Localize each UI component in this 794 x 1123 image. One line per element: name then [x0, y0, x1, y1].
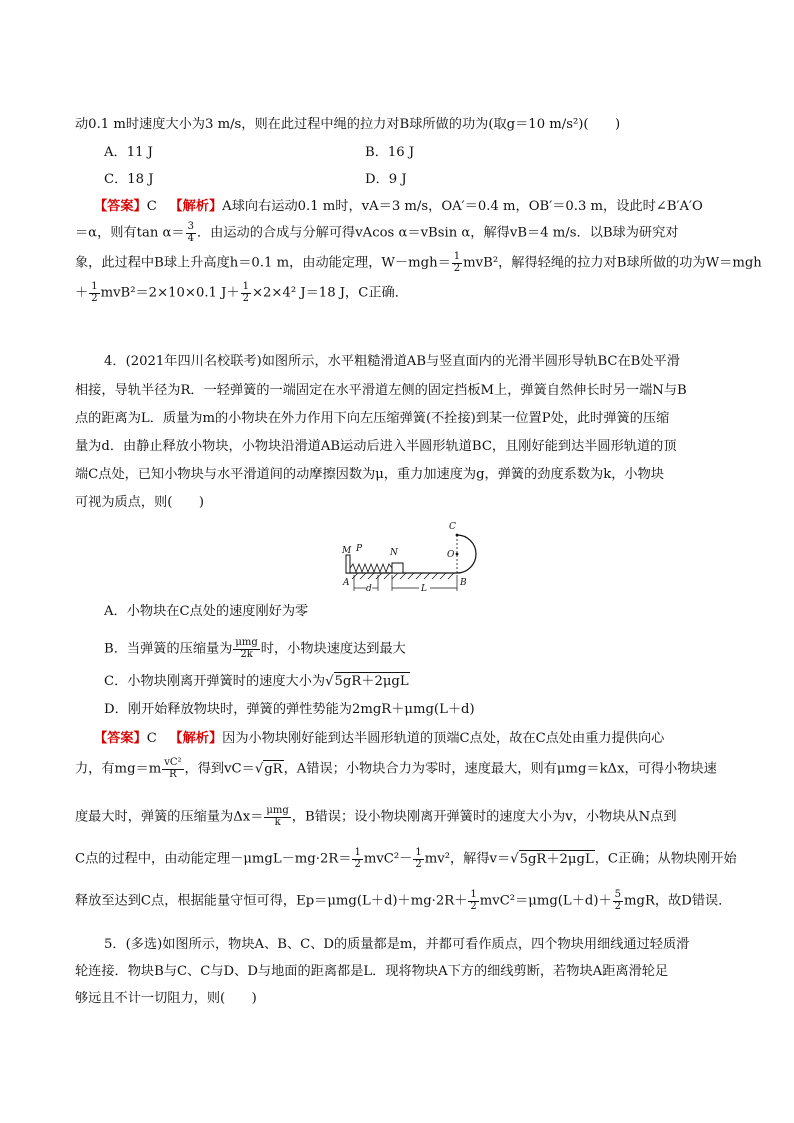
a4-line-4: C点的过程中，由动能定理－μmgL－mg·2R＝ $\frac{1}{2}$ mvC²－ $\frac{1}{2}$ mv²，解得v＝√5gR＋2μgL，C正确；从物块刚开始: [75, 847, 737, 870]
q3-option-a: A．11 J: [104, 145, 153, 160]
label-d: d: [366, 584, 372, 594]
q3-option-d: D．9 J: [365, 172, 407, 187]
a4-line-2: 力，有mg＝m $\frac{\text{vC²}}{R}$ ，得到vC＝√gR，A错误；小物块合力为零时，速度最大，则有μmg＝kΔx，可得小物块速: [75, 757, 717, 780]
q5-line-2: 轮连接．物块B与C、C与D、D与地面的距离都是L．现将物块A下方的细线剪断，若物块A距离滑轮足: [75, 964, 669, 979]
fraction: $\frac{\text{μmg}}{k}$: [266, 805, 289, 828]
fraction: $\frac{5}{2}$: [614, 889, 622, 912]
label-C: C: [449, 522, 456, 532]
a3-text: mvB²＝2×10×0.1 J＋: [100, 285, 240, 301]
label-A: A: [343, 578, 350, 588]
a3-line-1: [94, 200, 703, 213]
fraction: $\frac{\text{vC²}}{R}$: [164, 757, 182, 780]
sqrt-expression: 5gR＋2μgL: [334, 674, 409, 689]
analysis-tag: 【解析】: [169, 199, 223, 214]
fraction: $\frac{1}{2}$: [415, 847, 422, 870]
a3-text: ＋: [75, 285, 89, 301]
q3-text-line: 动0.1 m时速度大小为3 m/s，则在此过程中绳的拉力对B球所做的功为(取g＝10 m/s²)( ): [75, 117, 621, 132]
answer-letter: C: [146, 731, 157, 746]
q3-option-b: B．16 J: [365, 145, 415, 160]
q4-option-b: B．当弹簧的压缩量为 $\frac{\text{μmg}}{2k}$ 时，小物块速度达到最大: [104, 637, 406, 660]
semicircle-track: [457, 535, 476, 573]
fraction: $\frac{1}{2}$: [453, 251, 461, 274]
a3-text: ＝α，则有tan α＝: [75, 225, 185, 241]
q4-line-5: 端C点处，已知小物块与水平滑道间的动摩擦因数为μ，重力加速度为g，弹簧的劲度系数为k，小物块: [75, 467, 664, 482]
label-N: N: [390, 548, 398, 558]
sqrt-expression: gR: [264, 761, 283, 777]
q5-line-3: 够远且不计一切阻力，则( ): [75, 991, 257, 1006]
answer-tag: 【答案】: [94, 199, 147, 214]
fraction: $\frac{\text{μmg}}{2k}$: [235, 637, 258, 660]
q5-line-1: 5．(多选)如图所示，物块A、B、C、D的质量都是m，并都可看作质点，四个物块用细线通过轻质滑: [104, 937, 690, 952]
block: [392, 563, 403, 573]
q4-option-c: C．小物块刚离开弹簧时的速度大小为√5gR＋2μgL: [104, 674, 409, 689]
spring-track-diagram: [332, 513, 492, 608]
label-M: M: [342, 546, 352, 556]
fraction: $\frac{1}{2}$: [91, 281, 98, 304]
a4-line-5: 释放至达到C点，根据能量守恒可得，Ep＝μmg(L＋d)＋mg·2R＋ $\frac{1}{2}$ mvC²＝μmg(L＋d)＋ $\frac{5}{2}$ mgR，故D错误．: [75, 889, 732, 912]
a3-text: mvB²，解得轻绳的拉力对B球所做的功为W＝mgh: [463, 255, 762, 271]
a3-text: ×2×4² J＝18 J，C正确．: [251, 285, 408, 301]
q3-option-c: C．18 J: [104, 172, 154, 187]
q4-option-a: A．小物块在C点处的速度刚好为零: [104, 604, 309, 619]
fraction: $\frac{1}{2}$: [354, 847, 361, 870]
label-L: L: [421, 584, 427, 594]
label-P: P: [356, 544, 363, 554]
spring: [350, 564, 392, 572]
a4-text: 因为小物块刚好能到达半圆形轨道的顶端C点处，故在C点处由重力提供向心: [222, 731, 665, 746]
analysis-tag: 【解析】: [169, 731, 223, 746]
a3-text: 象，此过程中B球上升高度h＝0.1 m，由动能定理，W－mgh＝: [75, 255, 451, 271]
q4-line-4: 量为d．由静止释放小物块，小物块沿滑道AB运动后进入半圆形轨道BC，且刚好能到达半圆形轨道的顶: [75, 439, 677, 454]
a3-line-2: [75, 222, 679, 244]
q4-line-6: 可视为质点，则( ): [75, 495, 204, 510]
label-O: O: [447, 550, 455, 560]
a4-line-1: [94, 732, 664, 745]
q4-line-2: 相接，导轨半径为R．一轻弹簧的一端固定在水平滑道左侧的固定挡板M上，弹簧自然伸长时另一端N与B: [75, 383, 687, 398]
answer-letter: C: [146, 199, 157, 214]
a3-text: ．由运动的合成与分解可得vAcos α＝vBsin α，解得vB＝4 m/s．以B球为研究对: [196, 225, 679, 241]
a3-text: A球向右运动0.1 m时，vA＝3 m/s，OA′＝0.4 m，OB′＝0.3 m，设此时∠B′A′O: [222, 199, 703, 214]
fraction: $\frac{1}{2}$: [242, 281, 249, 304]
fraction: $\frac{3}{4}$: [187, 221, 194, 244]
fraction: $\frac{1}{2}$: [470, 889, 477, 912]
ground-hatching: [346, 573, 457, 579]
wall-M: [346, 555, 350, 573]
sqrt-expression: 5gR＋2μgL: [519, 851, 594, 867]
a3-line-4: [75, 282, 408, 304]
q4-line-1: 4．(2021年四川名校联考)如图所示，水平粗糙滑道AB与竖直面内的光滑半圆形导轨BC在B处平滑: [104, 354, 680, 369]
a4-line-3: 度最大时，弹簧的压缩量为Δx＝ $\frac{\text{μmg}}{k}$ ，B错误；设小物块刚离开弹簧时的速度大小为v，小物块从N点到: [75, 805, 677, 828]
answer-tag: 【答案】: [94, 731, 147, 746]
q4-option-d: D．刚开始释放物块时，弹簧的弹性势能为2mgR＋μmg(L＋d): [104, 702, 475, 717]
q4-line-3: 点的距离为L．质量为m的小物块在外力作用下向左压缩弹簧(不拴接)到某一位置P处，此时弹簧的压缩: [75, 411, 670, 426]
label-B: B: [460, 578, 467, 588]
a3-line-3: [75, 252, 762, 274]
